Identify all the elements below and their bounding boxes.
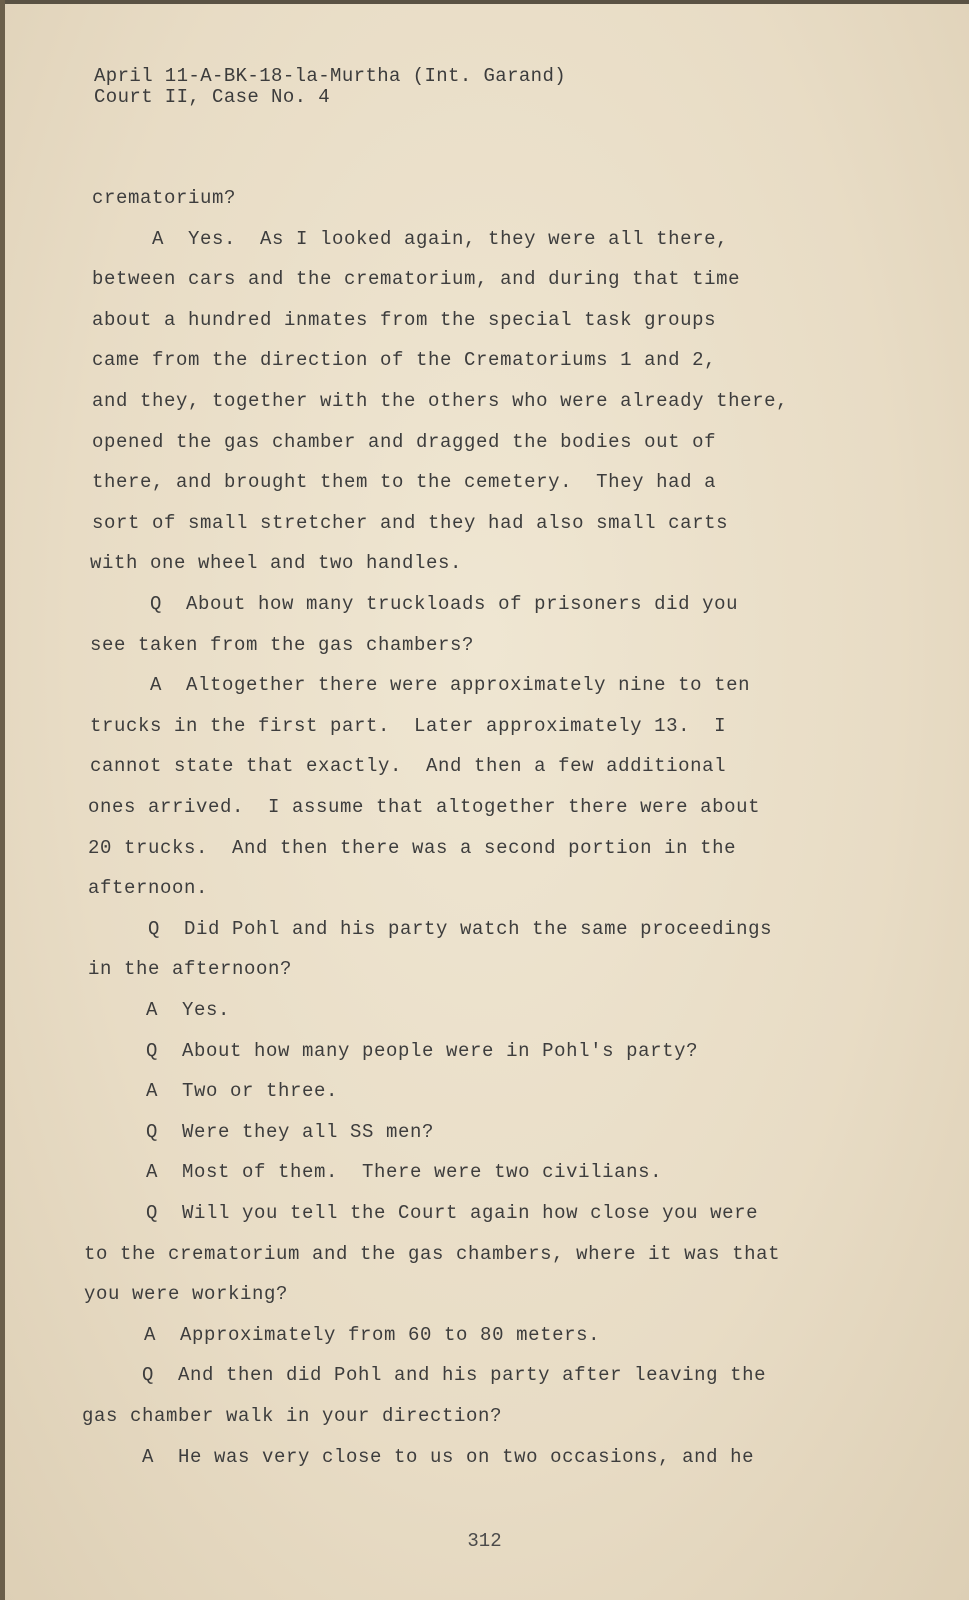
document-header: [94, 66, 566, 108]
transcript-line: Q Did Pohl and his party watch the same proceedings: [88, 918, 773, 940]
transcript-line: with one wheel and two handles.: [90, 552, 463, 574]
binding-edge: [0, 0, 5, 1600]
transcript-line: crematorium?: [92, 187, 237, 209]
transcript-line: opened the gas chamber and dragged the bodies out of: [92, 431, 717, 453]
transcript-line: between cars and the crematorium, and during that time: [92, 268, 741, 290]
page-top-edge: [0, 0, 969, 4]
transcript-line: afternoon.: [88, 877, 209, 899]
transcript-line: Q Were they all SS men?: [86, 1121, 435, 1143]
transcript-line: 20 trucks. And then there was a second portion in the: [88, 837, 737, 859]
transcript-line: in the afternoon?: [88, 958, 293, 980]
transcript-line: A Yes.: [86, 999, 231, 1021]
transcript-line: Q About how many people were in Pohl's party?: [86, 1040, 699, 1062]
transcript-line: trucks in the first part. Later approximately 13. I: [90, 715, 727, 737]
transcript-line: Q And then did Pohl and his party after leaving the: [82, 1364, 767, 1386]
transcript-line: about a hundred inmates from the special task groups: [92, 309, 717, 331]
transcript-line: Q Will you tell the Court again how close you were: [86, 1202, 759, 1224]
transcript-line: see taken from the gas chambers?: [90, 634, 475, 656]
header-line-2: Court II, Case No. 4: [94, 86, 331, 108]
transcript-line: to the crematorium and the gas chambers, where it was that: [84, 1243, 781, 1265]
page-number: 312: [467, 1530, 502, 1552]
transcript-line: and they, together with the others who were already there,: [92, 390, 789, 412]
transcript-line: sort of small stretcher and they had also small carts: [92, 512, 729, 534]
transcript-line: came from the direction of the Crematoriums 1 and 2,: [92, 349, 717, 371]
transcript-line: Q About how many truckloads of prisoners did you: [90, 593, 739, 615]
transcript-line: there, and brought them to the cemetery. They had a: [92, 471, 717, 493]
transcript-line: A Approximately from 60 to 80 meters.: [84, 1324, 601, 1346]
header-line-1: April 11-A-BK-18-la-Murtha (Int. Garand): [94, 65, 567, 87]
transcript-line: A Most of them. There were two civilians.: [86, 1161, 663, 1183]
transcript-line: A Altogether there were approximately nine to ten: [90, 674, 751, 696]
transcript-line: gas chamber walk in your direction?: [82, 1405, 503, 1427]
transcript-line: cannot state that exactly. And then a few additional: [90, 755, 727, 777]
transcript-line: A Yes. As I looked again, they were all there,: [92, 228, 729, 250]
transcript-line: A Two or three.: [86, 1080, 339, 1102]
transcript-line: you were working?: [84, 1283, 289, 1305]
transcript-line: ones arrived. I assume that altogether there were about: [88, 796, 761, 818]
transcript-line: A He was very close to us on two occasions, and he: [82, 1446, 755, 1468]
